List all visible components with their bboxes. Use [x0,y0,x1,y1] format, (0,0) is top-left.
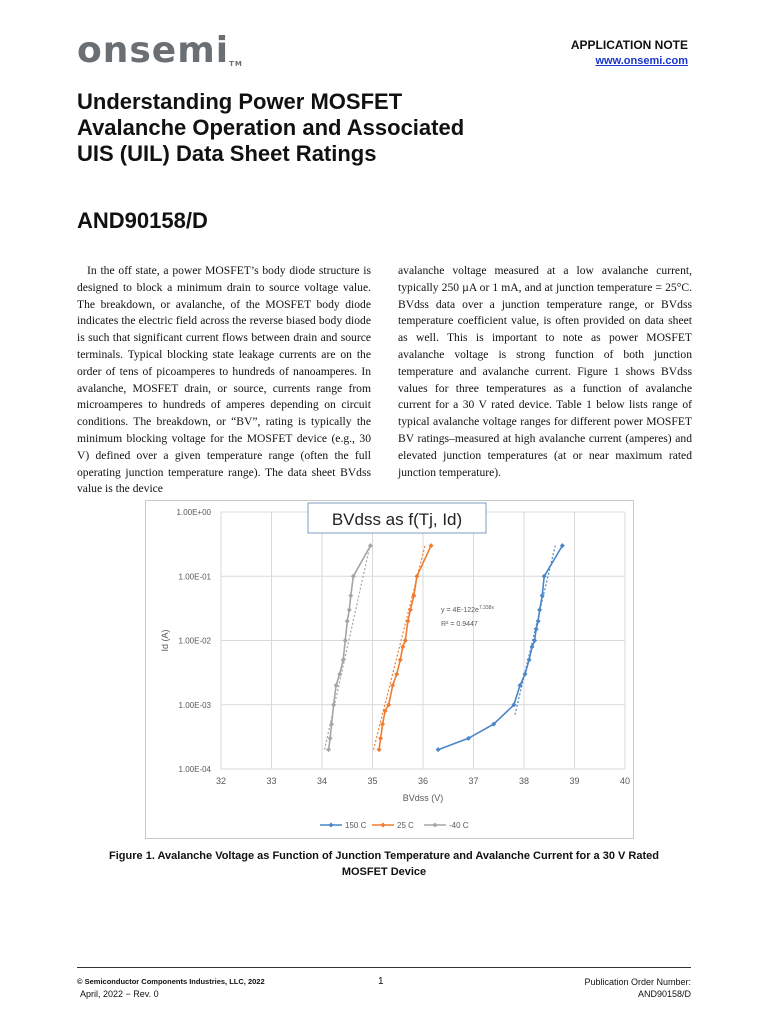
publication-order-label: Publication Order Number: [584,977,691,987]
revision-date: April, 2022 − Rev. 0 [80,989,159,999]
document-id: AND90158/D [77,208,208,233]
y-tick-label: 1.00E-03 [178,700,211,710]
data-point [337,672,342,677]
data-point [377,747,382,752]
application-note-label: APPLICATION NOTE [570,38,688,52]
data-point [345,619,350,624]
data-point [536,619,541,624]
data-point [532,638,537,643]
body-column-right: avalanche voltage measured at a low avalanche current, typically 250 µA or 1 mA, and at junction temperature = 25°C. BVdss data over a junction temperature range, or BVdss temperature coefficient value, is often provided on data sheet as well. This is important to note as power MOSFET avalanche voltage is strong function of both junction temperature and avalanche current. Figure 1 shows BVdss values for three temperatures as a function of avalanche current for a 30 V rated device. Table 1 below lists range of typical avalanche voltage ranges for different power MOSFET BV ratings–measured at high avalanche current (amperes) and elevated junction temperatures (at or near maximum rated junction temperature). [398,264,692,479]
x-axis-label: BVdss (V) [402,793,444,803]
x-tick-label: 39 [569,776,580,786]
figure-caption: Figure 1. Avalanche Voltage as Function of Junction Temperature and Avalanche Current for a 30 V Rated MOSFET Device [109,850,659,878]
data-point [331,702,336,707]
onsemi-logo: onsemiTM [77,30,243,71]
y-tick-label: 1.00E-01 [178,572,211,582]
legend-label: -40 C [449,821,469,830]
body-column-left: In the off state, a power MOSFET’s body diode structure is designed to block a minimum drain to source voltage value. The breakdown, or avalanche, of the MOSFET body diode indicates the electric field across the reverse biased body diode is such that significant current flows between drain and source terminals. Typical blocking state leakage currents are on the order of tens of picoamperes to hundreds of nanoamperes. In avalanche, MOSFET drain, or source, currents range from microamperes to hundreds of amperes depending on circuit conditions. The breakdown, or “BV”, rating is typically the minimum blocking voltage for the MOSFET device (e.g., 30 V) defined over a given temperature range (often the full operating junction temperature range). The data sheet BVdss value is the device [77,264,371,496]
y-axis-label: Id (A) [160,629,170,652]
data-point [398,657,403,662]
x-tick-label: 33 [266,776,277,786]
legend-marker [381,823,386,828]
data-point [429,543,434,548]
data-point [403,638,408,643]
data-point [326,747,331,752]
data-point [436,747,441,752]
data-point [328,736,333,741]
legend-marker [433,823,438,828]
trademark-mark: TM [229,60,243,68]
data-point [343,638,348,643]
x-tick-label: 38 [518,776,530,786]
legend-label: 25 C [397,821,414,830]
x-tick-label: 32 [215,776,227,786]
website-link[interactable]: www.onsemi.com [595,55,688,67]
data-point [347,607,352,612]
x-tick-label: 40 [619,776,631,786]
figure-1-chart [145,500,634,839]
data-point [523,672,528,677]
chart-title: BVdss as f(Tj, Id) [331,510,463,529]
document-title: Understanding Power MOSFET Avalanche Operation and Associated UIS (UIL) Data Sheet Ratings [77,89,465,166]
legend-label: 150 C [345,821,367,830]
data-point [405,619,410,624]
x-tick-label: 35 [367,776,378,786]
legend-marker [329,823,334,828]
data-point [400,644,405,649]
data-point [530,644,535,649]
data-point [390,683,395,688]
data-point [537,607,542,612]
data-point [348,593,353,598]
y-tick-label: 1.00E-04 [178,765,211,774]
publication-order-number: AND90158/D [637,989,691,999]
page-number: 1 [378,976,384,987]
data-point [378,736,383,741]
copyright-notice: © Semiconductor Components Industries, LLC, 2022 [77,977,265,986]
chart-svg [146,501,633,838]
x-tick-label: 37 [468,776,479,786]
y-tick-label: 1.00E+00 [176,508,211,517]
x-tick-label: 36 [417,776,429,786]
footer-rule [77,967,691,968]
y-tick-label: 1.00E-02 [178,636,211,646]
data-point [334,683,339,688]
data-point [394,672,399,677]
trendline-equation: $y = 4E-122e^{7.338x}$ [441,605,494,614]
data-point [527,657,532,662]
x-tick-label: 34 [316,776,328,786]
r-squared-label: R² = 0.9447 [441,621,478,628]
data-point [414,574,419,579]
